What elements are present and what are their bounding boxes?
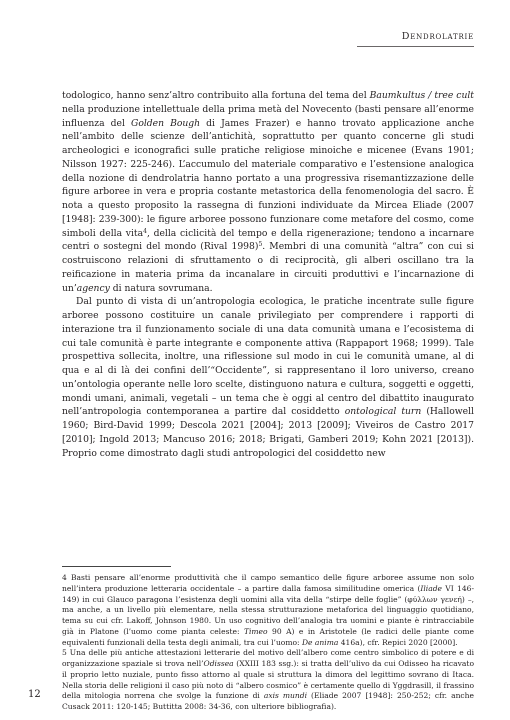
text-run: (XXIII 183 ssg.): si tratta dell’ulivo da cui Odisseo ha ricavato il proprio letto nuziale, punto fisso attorno al quale si struttura la dimora del legittimo sovrano di Itaca. Nella storia delle religioni il caso più noto di “albero cosmico” è certamente quello di Yggdrasill, il frassino della mitologia norrena che svolge la funzione di: [62, 659, 474, 701]
text-run: (Hallowell 1960; Bird-David 1999; Descola 2021 [2004]; 2013 [2009]; Viveiros de Castro 2017 [2010]; Ingold 2013; Mancuso 2016; 2018; Brigati, Gamberi 2019; Kohn 2021 [2013]). Proprio come dimostrato dagli studi antropologici del cosiddetto new: [62, 406, 474, 459]
footnotes: [62, 573, 474, 713]
text-run: Dal punto di vista di un’antropologia ecologica, le pratiche incentrate sulle figure arboree possono costituire un canale privilegiato per comprendere i rapporti di interazione tra il funzionamento sociale di una data comunità umana e l’ecosistema di cui tale comunità è parte integrante e componente attiva (Rappaport 1968; 1999). Tale prospettiva sollecita, inoltre, una riflessione sul modo in cui le comunità umane, al di qua e al di là dei confini dell’“Occidente”, si rappresentano il loro universo, creano un’ontologia operante nelle loro scelte, distinguono natura e cultura, soggetti e oggetti, mondi umani, animali, vegetali – un tema che è oggi al centro del dibattito inaugurato nell’antropologia contemporanea a partire dal cosiddetto: [62, 296, 474, 418]
text-run: nella produzione intellettuale della prima metà del Novecento (basti pensare all’enorme influenza del: [62, 103, 474, 129]
italic-title: De anima: [302, 637, 339, 647]
page-number: 12: [28, 689, 41, 700]
paragraph-2: [62, 295, 474, 460]
text-run: 416a), cfr. Repici 2020 [2000].: [338, 637, 458, 647]
text-run: todologico, hanno senz’altro contribuito alla fortuna del tema del: [62, 90, 370, 101]
running-header-title: Dendrolatrie: [401, 31, 474, 42]
italic-term: ontological turn: [344, 406, 422, 418]
header-rule: [357, 46, 474, 47]
italic-term: agency: [76, 282, 110, 294]
text-run: 4 Basti pensare all’enorme produttività che il campo semantico delle figure arboree assume non solo nell’intera produzione letteraria occidentale – a partire dalla famosa similitudine omerica (: [62, 573, 474, 593]
italic-term: axis mundi: [263, 691, 308, 701]
footnote-rule: [62, 566, 171, 567]
paragraph-1: [62, 89, 474, 295]
footnote-ref-4[interactable]: 4: [143, 227, 147, 235]
text-run: . Membri di una comunità “altra” con cui si costruiscono relazioni di sfruttamento o di reciprocità, gli alberi oscillano tra la reificazione in materia prima da incanalare in circuiti produttivi e l’incarnazione di un’: [62, 241, 474, 294]
text-run: , della ciclicità del tempo e della rigenerazione; tendono a incarnare centri o sostegni del mondo (Rival 1998): [62, 227, 475, 253]
text-run: 90 A) e in Aristotele (le radici delle piante come equivalenti funzionali della testa degli animali, tra cui l’uomo:: [62, 626, 474, 647]
italic-title: Odissea: [203, 659, 234, 668]
italic-title: Iliade: [420, 583, 443, 593]
italic-title: Timeo: [243, 626, 268, 636]
footnote-4: [62, 573, 474, 648]
text-run: di natura sovrumana.: [109, 282, 213, 294]
main-text: [62, 89, 474, 460]
text-run: VI 146-149) in cui Glauco paragona l’esistenza degli uomini alla vita della “stirpe delle foglie” (φύλλων γενεή) –, ma anche, a un livello più elementare, nella stessa strutturazione metaforica del linguaggio quotidiano, tema su cui cfr. Lakoff, Johnson 1980. Un uso cognitivo dell’analogia tra uomini e piante è rintracciabile già in Platone (l’uomo come pianta celeste:: [62, 583, 474, 636]
text-run: (Eliade 2007 [1948]: 250-252; cfr. anche Cusack 2011: 120-145; Buttitta 2008: 34-36, con ulteriore bibliografia).: [62, 691, 474, 711]
italic-title: Golden Bough: [130, 117, 201, 129]
text-run: 5 Una delle più antiche attestazioni letterarie del motivo dell’albero come centro simbolico di potere e di organizzazione spaziale si trova nell’: [62, 648, 474, 668]
footnote-5: [62, 648, 474, 713]
text-run: di James Frazer) e hanno trovato applicazione anche nell’ambito delle scienze dell’antichità, soprattutto per quanto concerne gli studi archeologici e iconografici sulle pratiche religiose minoiche e micenee (Evans 1901; Nilsson 1927: 225-246). L’accumulo del materiale comparativo e l’estensione analogica della nozione di dendrolatria hanno portato a una progressiva risemantizzazione delle figure arboree in vera e propria costante metastorica della fenomenologia del sacro. È nota a questo proposito la rassegna di funzioni individuate da Mircea Eliade (2007 [1948]: 239-300): le figure arboree possono funzionare come metafore del cosmo, come simboli della vita: [62, 117, 475, 239]
italic-term: Baumkultus / tree cult: [369, 90, 474, 101]
footnote-ref-5[interactable]: 5: [258, 241, 263, 249]
